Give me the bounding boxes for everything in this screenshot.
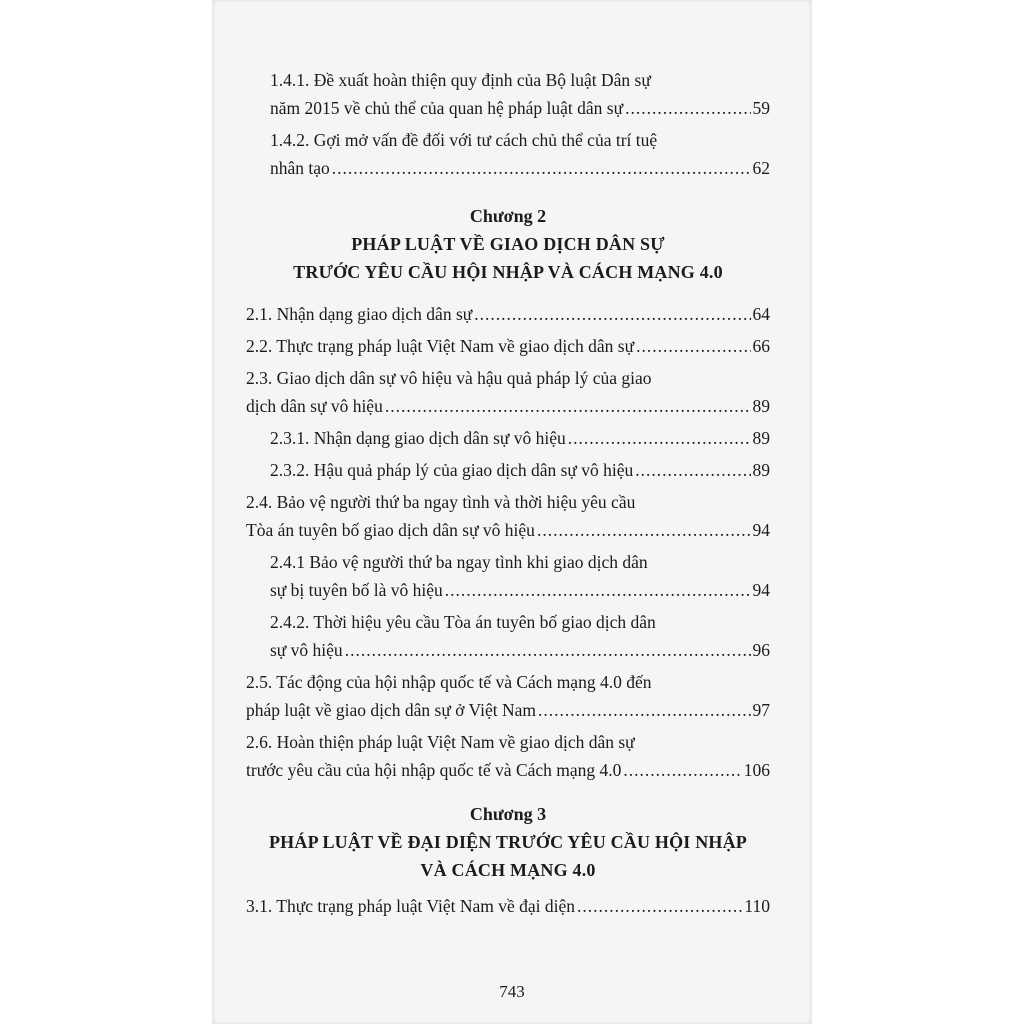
toc-entry-3-1[interactable] (246, 892, 770, 920)
toc-entry-text: dịch dân sự vô hiệu (246, 396, 383, 416)
toc-entry-2-3[interactable] (246, 364, 770, 420)
toc-entry-text: 2.2. Thực trạng pháp luật Việt Nam về giao dịch dân sự (246, 336, 635, 356)
toc-entry-2-6[interactable] (246, 728, 770, 784)
toc-entry-text: 2.3.1. Nhận dạng giao dịch dân sự vô hiệu (270, 428, 566, 448)
toc-entry-2-2[interactable] (246, 332, 770, 360)
toc-entry-2-4[interactable] (246, 488, 770, 544)
chapter-title: TRƯỚC YÊU CẦU HỘI NHẬP VÀ CÁCH MẠNG 4.0 (293, 262, 723, 282)
toc-entry-2-3-2[interactable] (246, 456, 770, 484)
dot-leader (474, 300, 750, 328)
toc-entry-text: 2.3.2. Hậu quả pháp lý của giao dịch dân sự vô hiệu (270, 460, 634, 480)
toc-entry-text: 3.1. Thực trạng pháp luật Việt Nam về đại diện (246, 896, 576, 916)
dot-leader (623, 756, 741, 784)
chapter-title: PHÁP LUẬT VỀ GIAO DỊCH DÂN SỰ (351, 234, 665, 254)
dot-leader (538, 696, 750, 724)
toc-entry-2-1[interactable] (246, 300, 770, 328)
toc-page-number: 94 (752, 520, 770, 540)
dot-leader (568, 424, 751, 452)
toc-page-number: 66 (752, 336, 770, 356)
chapter-number: Chương 2 (469, 206, 547, 226)
chapter-3-heading (246, 800, 770, 884)
chapter-2-heading (246, 202, 770, 286)
toc-page-number: 94 (752, 580, 770, 600)
dot-leader (345, 636, 751, 664)
toc-entry-text: năm 2015 về chủ thể của quan hệ pháp luật dân sự (270, 98, 624, 118)
chapter-title: PHÁP LUẬT VỀ ĐẠI DIỆN TRƯỚC YÊU CẦU HỘI NHẬP (268, 832, 747, 852)
toc-page-number: 64 (752, 304, 770, 324)
toc-page-number: 89 (752, 428, 770, 448)
dot-leader (332, 154, 751, 182)
book-page (212, 0, 812, 1024)
toc-page-number: 97 (752, 700, 770, 720)
toc-entry-text: 2.4. Bảo vệ người thứ ba ngay tình và thời hiệu yêu cầu (246, 492, 636, 512)
toc-entry-text: pháp luật về giao dịch dân sự ở Việt Nam (246, 700, 537, 720)
page-number: 743 (499, 982, 525, 1001)
toc-page-number: 89 (752, 460, 770, 480)
toc-entry-text: nhân tạo (270, 158, 330, 178)
toc-entry-text: 2.4.1 Bảo vệ người thứ ba ngay tình khi giao dịch dân (270, 552, 648, 572)
toc-entry-1-4-2[interactable] (246, 126, 770, 182)
toc-entry-text: sự bị tuyên bố là vô hiệu (270, 580, 443, 600)
toc-page-number: 110 (744, 896, 770, 916)
dot-leader (577, 892, 742, 920)
toc-entry-2-4-2[interactable] (246, 608, 770, 664)
chapter-title: VÀ CÁCH MẠNG 4.0 (420, 860, 596, 880)
dot-leader (537, 516, 751, 544)
toc-page-number: 62 (752, 158, 770, 178)
toc-entry-1-4-1[interactable] (246, 66, 770, 122)
dot-leader (635, 456, 750, 484)
toc-entry-text: trước yêu cầu của hội nhập quốc tế và Cách mạng 4.0 (246, 760, 622, 780)
toc-entry-text: 2.5. Tác động của hội nhập quốc tế và Cách mạng 4.0 đến (246, 672, 652, 692)
toc-page-number: 96 (752, 640, 770, 660)
toc-entry-2-4-1[interactable] (246, 548, 770, 604)
toc-entry-text: 1.4.1. Đề xuất hoàn thiện quy định của Bộ luật Dân sự (270, 70, 651, 90)
toc-entry-text: sự vô hiệu (270, 640, 343, 660)
dot-leader (385, 392, 751, 420)
toc-entry-text: 2.6. Hoàn thiện pháp luật Việt Nam về giao dịch dân sự (246, 732, 635, 752)
toc-entry-text: Tòa án tuyên bố giao dịch dân sự vô hiệu (246, 520, 535, 540)
toc-entry-text: 2.1. Nhận dạng giao dịch dân sự (246, 304, 473, 324)
chapter-number: Chương 3 (469, 804, 547, 824)
dot-leader (636, 332, 750, 360)
dot-leader (625, 94, 750, 122)
toc-entry-text: 2.4.2. Thời hiệu yêu cầu Tòa án tuyên bố giao dịch dân (270, 612, 656, 632)
toc-entry-text: 1.4.2. Gợi mở vấn đề đối với tư cách chủ thể của trí tuệ (270, 130, 658, 150)
table-of-contents (246, 66, 770, 920)
toc-entry-2-5[interactable] (246, 668, 770, 724)
dot-leader (445, 576, 751, 604)
toc-entry-text: 2.3. Giao dịch dân sự vô hiệu và hậu quả pháp lý của giao (246, 368, 652, 388)
toc-page-number: 89 (752, 396, 770, 416)
toc-entry-2-3-1[interactable] (246, 424, 770, 452)
toc-page-number: 59 (752, 98, 770, 118)
toc-page-number: 106 (743, 760, 770, 780)
